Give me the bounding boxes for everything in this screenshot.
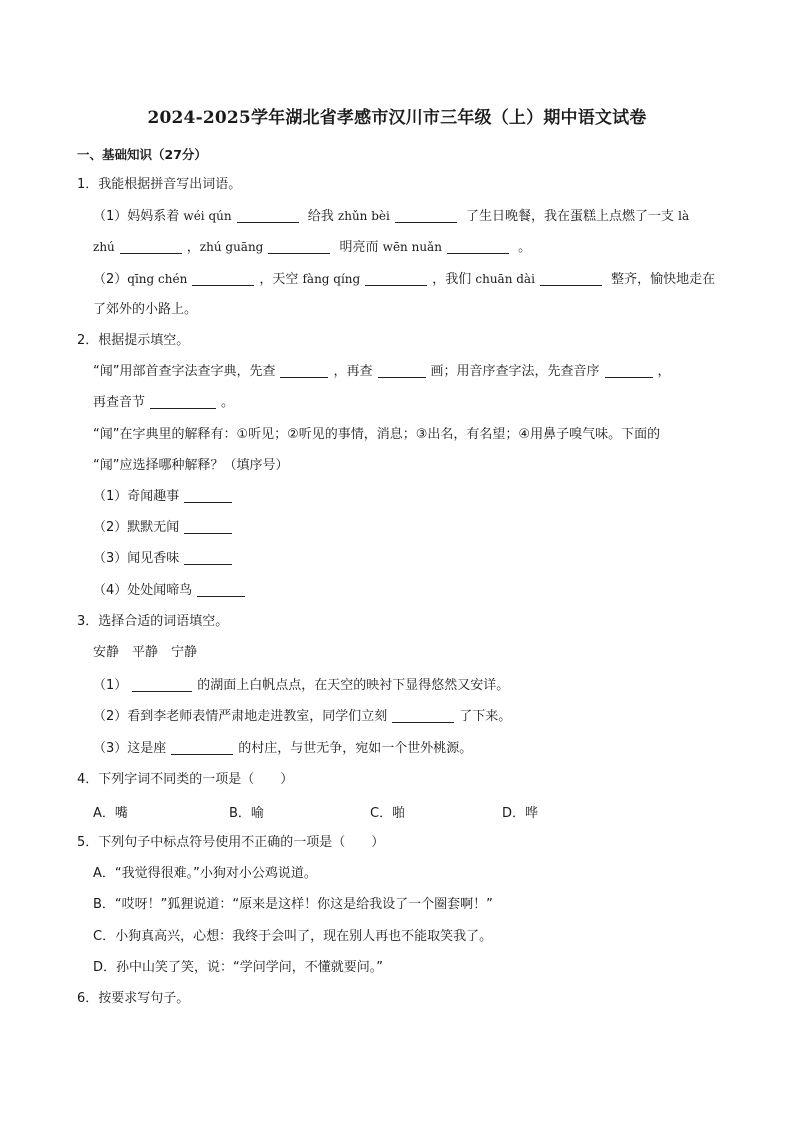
text: （1） (93, 678, 128, 693)
question-2-line-3: “闻”在字典里的解释有：①听见；②听见的事情，消息；③出名，有名望；④用鼻子嗅气味。下面的 (93, 427, 661, 442)
text: 的村庄，与世无争，宛如一个世外桃源。 (238, 741, 473, 756)
option-b[interactable]: B．喻 (229, 806, 264, 821)
answer-blank[interactable] (171, 740, 233, 755)
answer-blank[interactable] (540, 271, 602, 286)
answer-blank[interactable] (395, 208, 457, 223)
text: 的湖面上白帆点点，在天空的映衬下显得悠然又安详。 (197, 678, 510, 693)
answer-blank[interactable] (378, 363, 426, 378)
answer-blank[interactable] (192, 271, 254, 286)
exam-title: 2024-2025学年湖北省孝感市汉川市三年级（上）期中语文试卷 (147, 108, 647, 128)
question-2-item (93, 488, 237, 506)
text: “闻”用部首查字法查字典，先查 (93, 364, 276, 379)
pinyin: zhǔn bèi (337, 209, 390, 223)
text: 了生日晚餐，我在蛋糕上点燃了一支 (465, 209, 674, 224)
section-heading: 一、基础知识（27分） (77, 147, 207, 162)
answer-blank[interactable] (120, 239, 182, 254)
option-d[interactable]: D．哗 (502, 806, 539, 821)
text: 给我 (307, 209, 334, 224)
pinyin: wéi qún (183, 209, 232, 223)
question-3-line-3 (93, 740, 472, 758)
text: 再查音节 (93, 395, 146, 410)
pinyin: zhú guāng (199, 240, 264, 254)
question-2-item (93, 519, 237, 537)
option-b[interactable]: B．“哎呀！”狐狸说道：“原来是这样！你这是给我设了一个圈套啊！” (93, 897, 493, 912)
answer-blank[interactable] (184, 550, 232, 565)
option-a[interactable]: A．“我觉得很难。”小狗对小公鸡说道。 (93, 866, 317, 881)
question-1-line-2 (93, 238, 531, 257)
text: 。 (221, 395, 235, 410)
text: ，天空 (259, 272, 299, 287)
pinyin: wēn nuǎn (382, 240, 442, 254)
answer-blank[interactable] (197, 582, 245, 597)
question-3-line-2 (93, 708, 511, 726)
text: （2）看到李老师表情严肃地走进教室，同学们立刻 (93, 709, 388, 724)
question-5-stem: 5．下列句子中标点符号使用不正确的一项是（ ） (77, 835, 385, 850)
text: 。 (518, 240, 532, 255)
text: 明亮而 (339, 240, 379, 255)
text: ，再查 (333, 364, 373, 379)
answer-blank[interactable] (237, 208, 299, 223)
text: （2）默默无闻 (93, 520, 180, 535)
text: （4）处处闻啼鸟 (93, 583, 193, 598)
answer-blank[interactable] (150, 394, 216, 409)
answer-blank[interactable] (184, 519, 232, 534)
text: 了下来。 (459, 709, 512, 724)
answer-blank[interactable] (392, 708, 454, 723)
question-2-item (93, 582, 250, 600)
text: 画；用音序查字法，先查音序 (430, 364, 600, 379)
answer-blank[interactable] (447, 239, 509, 254)
option-c[interactable]: C．啪 (370, 806, 406, 821)
question-1-line-3 (93, 270, 715, 289)
text: （3）闻见香味 (93, 551, 180, 566)
question-3-stem: 3．选择合适的词语填空。 (77, 614, 229, 629)
pinyin: fàng qíng (302, 272, 361, 286)
answer-blank[interactable] (605, 363, 653, 378)
text: （1）妈妈系着 (93, 209, 180, 224)
question-1-line-4: 了郊外的小路上。 (93, 302, 198, 317)
question-2-line-4: “闻”应选择哪种解释？（填序号） (93, 458, 289, 473)
question-1-line-1 (93, 207, 689, 226)
question-2-line-1 (93, 363, 671, 381)
option-c[interactable]: C．小狗真高兴，心想：我终于会叫了，现在别人再也不能取笑我了。 (93, 929, 493, 944)
question-3-line-1 (93, 677, 509, 695)
answer-blank[interactable] (184, 488, 232, 503)
question-2-stem: 2．根据提示填空。 (77, 333, 190, 348)
answer-blank[interactable] (132, 677, 192, 692)
question-4-stem: 4．下列字词不同类的一项是（ ） (77, 772, 294, 787)
pinyin: là (678, 209, 690, 223)
text: （1）奇闻趣事 (93, 489, 180, 504)
text: 整齐，愉快地走在 (611, 272, 716, 287)
text: （3）这是座 (93, 741, 167, 756)
question-2-line-2 (93, 394, 234, 412)
answer-blank[interactable] (280, 363, 328, 378)
pinyin: chuān dài (475, 272, 535, 286)
question-1-stem: 1．我能根据拼音写出词语。 (77, 177, 242, 192)
question-3-word-bank: 安静 平静 宁静 (93, 645, 198, 660)
text: ， (186, 240, 200, 255)
answer-blank[interactable] (268, 239, 330, 254)
question-6-stem: 6．按要求写句子。 (77, 991, 190, 1006)
answer-blank[interactable] (365, 271, 427, 286)
question-2-item (93, 550, 237, 568)
option-a[interactable]: A．嘴 (93, 806, 128, 821)
pinyin: qīng chén (127, 272, 188, 286)
text: ，我们 (432, 272, 472, 287)
text: （2） (93, 272, 128, 287)
pinyin: zhú (93, 240, 115, 254)
text: ， (657, 364, 671, 379)
option-d[interactable]: D．孙中山笑了笑，说：“学问学问，不懂就要问。” (93, 960, 383, 975)
